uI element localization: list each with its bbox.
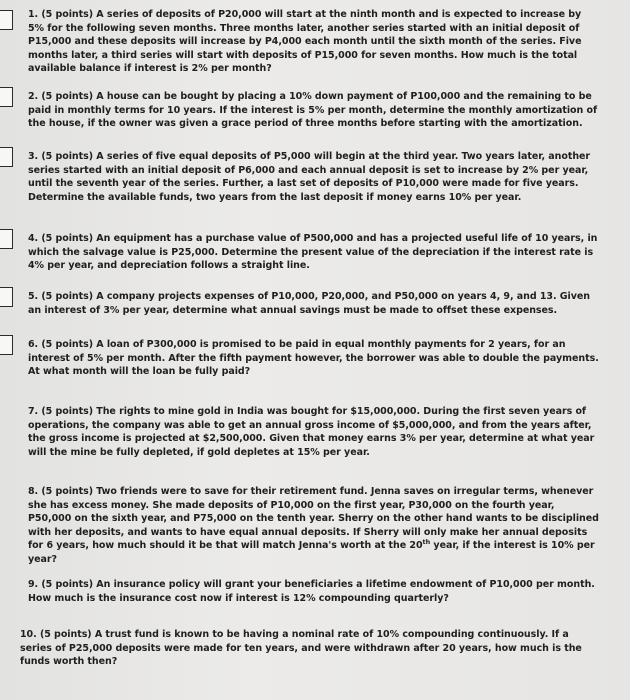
question-text (28, 150, 600, 204)
answer-box[interactable] (0, 287, 13, 307)
question-body: (5 points) An equipment has a purchase value of P500,000 and has a projected useful life of 10 years, in which the salvage value is P25,000. Determine the present value of the depreciation if the interest rate is 4% per year, and depreciation follows a straight line. (28, 233, 598, 271)
question-text (28, 232, 600, 273)
answer-box[interactable] (0, 229, 13, 249)
question-body-end: year, if the interest is 10% per year? (28, 540, 595, 565)
question-body: (5 points) A series of deposits of P20,000 will start at the ninth month and is expected to increase by 5% for the following seven months. Three months later, another series started with an initial deposit of P15,000 and these deposits will increase by P4,000 each month until the sixth month of the series. Five months later, a third series will start with deposits of P15,000 for seven months. How much is the total available balance if interest is 2% per month? (28, 9, 582, 74)
ordinal-suffix: th (422, 537, 431, 546)
question-body: (5 points) A company projects expenses of P10,000, P20,000, and P50,000 on years 4, 9, and 13. Given an interest of 3% per year, determine what annual savings must be made to offset these expenses. (28, 291, 590, 316)
question-text (28, 485, 600, 566)
question-text (28, 90, 600, 131)
question-text (28, 578, 600, 605)
question-text (28, 290, 600, 317)
answer-box[interactable] (0, 87, 13, 107)
question-number: 3. (28, 151, 39, 162)
question-number: 1. (28, 9, 39, 20)
question-number: 10. (20, 629, 37, 640)
question-number: 5. (28, 291, 39, 302)
question-number: 9. (28, 579, 39, 590)
question-text (28, 405, 600, 459)
question-text (20, 628, 600, 669)
question-body: (5 points) An insurance policy will grant your beneficiaries a lifetime endowment of P10,000 per month. How much is the insurance cost now if interest is 12% compounding quarterly? (28, 579, 595, 604)
question-text (28, 338, 600, 379)
answer-box[interactable] (0, 147, 13, 167)
answer-box[interactable] (0, 10, 13, 30)
question-number: 6. (28, 339, 39, 350)
question-number: 7. (28, 406, 39, 417)
question-number: 2. (28, 91, 39, 102)
question-text (28, 8, 600, 76)
answer-box[interactable] (0, 335, 13, 355)
question-body: (5 points) A house can be bought by placing a 10% down payment of P100,000 and the remaining to be paid in monthly terms for 10 years. If the interest is 5% per month, determine the monthly amortization of the house, if the owner was given a grace period of three months before starting with the amortization. (28, 91, 598, 129)
question-body: (5 points) A series of five equal deposits of P5,000 will begin at the third year. Two years later, another series started with an initial deposit of P6,000 and each annual deposit is set to increase by 2% per year, until the seventh year of the series. Further, a last set of deposits of P10,000 were made for five years. Determine the available funds, two years from the last deposit if money earns 10% per year. (28, 151, 591, 203)
question-body: (5 points) Two friends were to save for their retirement fund. Jenna saves on irregular terms, whenever she has excess money. She made deposits of P10,000 on the first year, P30,000 on the fourth year, P50,000 on the sixth year, and P75,000 on the tenth year. Sherry on the other hand wants to be disciplined with her deposits, and wants to have equal annual deposits. If Sherry will only make her annual deposits for 6 years, how much should it be that will match Jenna's worth at the 20 (28, 486, 599, 551)
question-body: (5 points) A trust fund is known to be having a nominal rate of 10% compounding continuously. If a series of P25,000 deposits were made for ten years, and were withdrawn after 20 years, how much is the funds worth then? (20, 629, 582, 667)
question-body: (5 points) A loan of P300,000 is promised to be paid in equal monthly payments for 2 years, for an interest of 5% per month. After the fifth payment however, the borrower was able to double the payments. At what month will the loan be fully paid? (28, 339, 599, 377)
question-number: 4. (28, 233, 39, 244)
question-number: 8. (28, 486, 39, 497)
question-body: (5 points) The rights to mine gold in India was bought for $15,000,000. During the first seven years of operations, the company was able to get an annual gross income of $5,000,000, and from the years after, the gross income is projected at $2,500,000. Given that money earns 3% per year, determine at what year will the mine be fully depleted, if gold depletes at 15% per year. (28, 406, 595, 458)
